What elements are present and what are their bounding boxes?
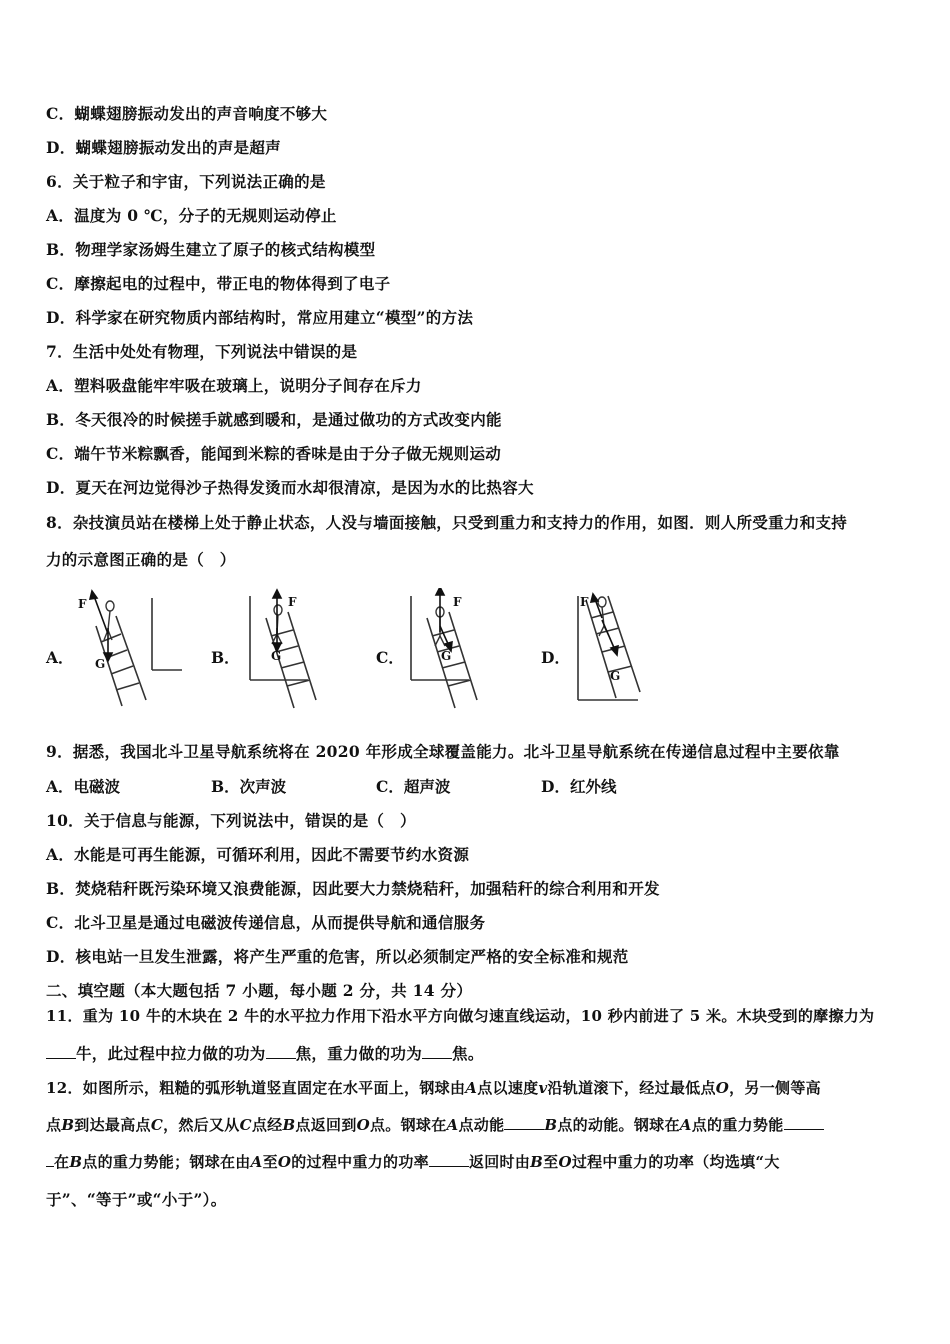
gravity-label: G: [271, 649, 282, 663]
q9-stem: 9．据悉，我国北斗卫星导航系统将在 2020 年形成全球覆盖能力。北斗卫星导航系统在传递信息过程中主要依靠: [46, 742, 840, 761]
q7-option-b: B．冬天很冷的时候搓手就感到暖和，是通过做功的方式改变内能: [46, 410, 502, 429]
q11-stem-line1: 11．重为 10 牛的木块在 2 牛的水平拉力作用下沿水平方向做匀速直线运动，10 秒内前进了 5 米。木块受到的摩擦力为: [46, 1007, 875, 1025]
q10-option-c: C．北斗卫星是通过电磁波传递信息，从而提供导航和通信服务: [46, 913, 486, 932]
q11-blank-2[interactable]: [266, 1044, 296, 1059]
q12-stem-line2: 点B到达最高点C，然后又从C点经B点返回到O点。钢球在A点动能 B点的动能。钢球在A点的重力势能: [46, 1114, 824, 1135]
q8-option-c-label: C．: [376, 648, 404, 667]
q11-blank-1[interactable]: [46, 1044, 76, 1059]
force-arrow-support: [436, 588, 444, 632]
q7-option-d: D．夏天在河边觉得沙子热得发烫而水却很清凉，是因为水的比热容大: [46, 478, 534, 497]
q6-option-a: A．温度为 0 ℃，分子的无规则运动停止: [46, 206, 337, 225]
wall-and-floor: [578, 596, 638, 700]
q9-option-a: A．电磁波: [46, 777, 121, 796]
force-label: F: [288, 595, 297, 609]
q10-option-a: A．水能是可再生能源，可循环利用，因此不需要节约水资源: [46, 845, 470, 864]
q8-stem-line1: 8．杂技演员站在楼梯上处于静止状态，人没与墙面接触，只受到重力和支持力的作用，如图．则人所受重力和支持: [46, 513, 848, 532]
q10-stem: 10．关于信息与能源，下列说法中，错误的是（ ）: [46, 811, 416, 830]
q12-blank-1[interactable]: [504, 1115, 544, 1130]
q7-stem: 7．生活中处处有物理，下列说法中错误的是: [46, 342, 358, 361]
q7-option-c: C．端午节米粽飘香，能闻到米粽的香味是由于分子做无规则运动: [46, 444, 502, 463]
q7-option-a: A．塑料吸盘能牢牢吸在玻璃上，说明分子间存在斥力: [46, 376, 422, 395]
q8-option-b-label: B．: [211, 648, 240, 667]
q5-option-c: C．蝴蝶翅膀振动发出的声音响度不够大: [46, 104, 328, 123]
ladder: [427, 612, 477, 708]
q8-figure-a: [74, 588, 204, 713]
q12-blank-3[interactable]: [429, 1152, 469, 1167]
q6-option-b: B．物理学家汤姆生建立了原子的核式结构模型: [46, 240, 376, 259]
q9-options-row: [46, 775, 746, 797]
q12-blank-2-cont: [46, 1152, 54, 1167]
person: [598, 597, 609, 636]
gravity-label: G: [610, 669, 621, 683]
q6-option-c: C．摩擦起电的过程中，带正电的物体得到了电子: [46, 274, 391, 293]
force-label: F: [78, 597, 87, 611]
force-arrow-support: [90, 591, 108, 634]
q12-stem-line3: 在B点的重力势能；钢球在由A至O的过程中重力的功率 返回时由B至O过程中重力的功率（均选填“大: [46, 1151, 780, 1172]
q12-stem-line1: 12．如图所示，粗糙的弧形轨道竖直固定在水平面上，钢球由A点以速度v沿轨道滚下，经过最低点O，另一侧等高: [46, 1079, 821, 1097]
wall-and-floor: [152, 598, 182, 670]
q9-option-b: B．次声波: [211, 777, 287, 796]
q10-option-b: B．焚烧秸秆既污染环境又浪费能源，因此要大力禁烧秸秆，加强秸秆的综合利用和开发: [46, 879, 660, 898]
q8-stem-line2: 力的示意图正确的是（ ）: [46, 550, 236, 569]
q6-stem: 6．关于粒子和宇宙，下列说法正确的是: [46, 172, 326, 191]
q9-option-d: D．红外线: [541, 777, 617, 796]
q10-option-d: D．核电站一旦发生泄露，将产生严重的危害，所以必须制定严格的安全标准和规范: [46, 947, 629, 966]
q12-stem-line4: 于”、“等于”或“小于”）。: [46, 1190, 227, 1209]
q8-option-d-label: D．: [541, 648, 570, 667]
q8-figure-b: [238, 588, 368, 713]
q9-option-c: C．超声波: [376, 777, 451, 796]
force-label: F: [453, 595, 462, 609]
q6-option-d: D．科学家在研究物质内部结构时，常应用建立“模型”的方法: [46, 308, 474, 327]
q8-figure-d: [568, 588, 698, 713]
person: [104, 601, 114, 640]
force-label: F: [580, 595, 589, 609]
section-2-heading: 二、填空题（本大题包括 7 小题，每小题 2 分，共 14 分）: [46, 981, 473, 1000]
gravity-label: G: [441, 649, 452, 663]
q11-stem-line2: 牛，此过程中拉力做的功为 焦，重力做的功为 焦。: [46, 1042, 484, 1064]
q12-blank-2[interactable]: [784, 1115, 824, 1130]
gravity-label: G: [95, 657, 106, 671]
q8-option-a-label: A．: [46, 648, 74, 667]
q5-option-d: D．蝴蝶翅膀振动发出的声是超声: [46, 138, 281, 157]
q11-blank-3[interactable]: [422, 1044, 452, 1059]
q8-figure-c: [403, 588, 533, 713]
